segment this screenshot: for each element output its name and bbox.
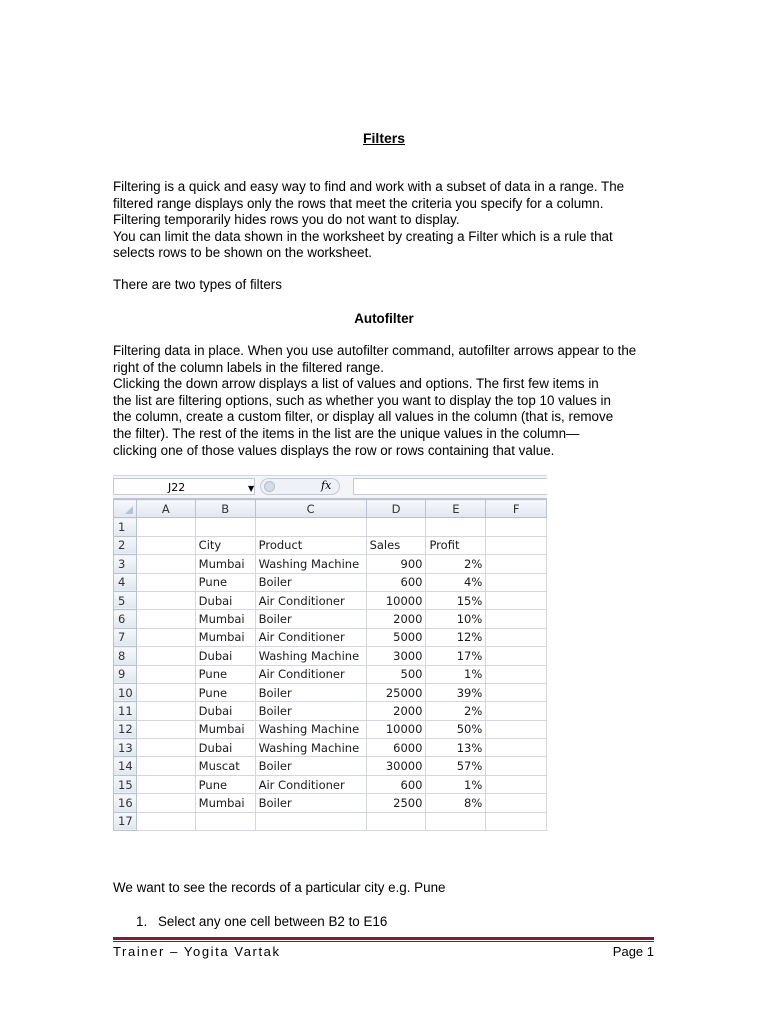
table-cell	[136, 536, 195, 554]
table-cell: 10%	[426, 610, 486, 628]
table-cell	[136, 739, 195, 757]
table-cell	[136, 702, 195, 720]
two-types-text: There are two types of filters	[113, 277, 282, 292]
table-cell: 50%	[426, 720, 486, 738]
row-header: 16	[114, 794, 137, 812]
row-header: 3	[114, 555, 137, 573]
table-cell: Dubai	[195, 591, 255, 609]
step-number: 1.	[136, 914, 148, 929]
table-cell	[486, 720, 547, 738]
step-1	[136, 914, 387, 929]
table-cell: Boiler	[255, 610, 366, 628]
footer-author: Trainer – Yogita Vartak	[113, 944, 281, 959]
table-row	[114, 591, 547, 609]
table-row	[114, 573, 547, 591]
row-header: 2	[114, 536, 137, 554]
table-cell: 57%	[426, 757, 486, 775]
table-row	[114, 739, 547, 757]
table-cell: 3000	[366, 647, 426, 665]
row-header: 17	[114, 812, 137, 830]
select-all-corner	[114, 500, 137, 518]
row-header: 12	[114, 720, 137, 738]
table-cell	[486, 702, 547, 720]
table-cell: City	[195, 536, 255, 554]
table-cell	[136, 555, 195, 573]
city-text: We want to see the records of a particular city e.g. Pune	[113, 880, 446, 895]
table-cell: Profit	[426, 536, 486, 554]
table-cell	[136, 647, 195, 665]
row-header: 9	[114, 665, 137, 683]
table-cell	[486, 775, 547, 793]
footer-rule	[113, 937, 654, 940]
table-cell	[136, 518, 195, 536]
intro-line: You can limit the data shown in the worksheet by creating a Filter which is a rule that	[113, 228, 613, 244]
table-cell: 39%	[426, 683, 486, 701]
table-cell	[486, 665, 547, 683]
table-cell	[136, 757, 195, 775]
table-cell	[486, 683, 547, 701]
table-cell: 5000	[366, 628, 426, 646]
table-cell	[486, 739, 547, 757]
intro-paragraph	[113, 179, 673, 262]
table-row	[114, 794, 547, 812]
column-header: C	[255, 500, 366, 518]
table-cell: 2%	[426, 555, 486, 573]
table-cell: Boiler	[255, 573, 366, 591]
table-cell: 8%	[426, 794, 486, 812]
row-header: 10	[114, 683, 137, 701]
name-box	[113, 478, 255, 495]
table-row	[114, 647, 547, 665]
column-header-row	[114, 500, 547, 518]
footer-rule-thin	[113, 941, 654, 942]
grid-body	[114, 518, 547, 831]
row-header: 13	[114, 739, 137, 757]
column-header: E	[426, 500, 486, 518]
table-cell: 2%	[426, 702, 486, 720]
dropdown-arrow-icon: ▼	[248, 484, 255, 493]
table-cell: 2000	[366, 610, 426, 628]
row-header: 7	[114, 628, 137, 646]
table-cell	[195, 812, 255, 830]
table-row	[114, 702, 547, 720]
table-cell: Dubai	[195, 739, 255, 757]
column-header: F	[486, 500, 547, 518]
table-cell: 4%	[426, 573, 486, 591]
autofilter-heading: Autofilter	[354, 311, 414, 326]
table-cell	[486, 757, 547, 775]
row-header: 14	[114, 757, 137, 775]
table-cell: Mumbai	[195, 555, 255, 573]
column-header: B	[195, 500, 255, 518]
table-cell	[195, 518, 255, 536]
row-header: 5	[114, 591, 137, 609]
table-cell	[366, 812, 426, 830]
row-header: 15	[114, 775, 137, 793]
table-cell: Muscat	[195, 757, 255, 775]
table-row	[114, 665, 547, 683]
table-cell: Pune	[195, 573, 255, 591]
autofilter-line: the list are filtering options, such as whether you want to display the top 10 values in	[113, 392, 611, 408]
table-cell: Washing Machine	[255, 647, 366, 665]
table-cell	[486, 628, 547, 646]
table-cell: 10000	[366, 720, 426, 738]
table-cell	[136, 591, 195, 609]
autofilter-line: the column, create a custom filter, or display all values in the column (that is, remove	[113, 409, 614, 425]
intro-line: selects rows to be shown on the worksheet.	[113, 245, 373, 261]
table-row	[114, 683, 547, 701]
table-cell: 6000	[366, 739, 426, 757]
intro-line: Filtering is a quick and easy way to find and work with a subset of data in a range. The	[113, 179, 625, 194]
table-cell: 2000	[366, 702, 426, 720]
table-cell	[426, 812, 486, 830]
table-cell: Dubai	[195, 702, 255, 720]
autofilter-line: the filter). The rest of the items in the list are the unique values in the column—	[113, 425, 580, 441]
table-cell: Boiler	[255, 757, 366, 775]
table-cell: Mumbai	[195, 794, 255, 812]
table-cell: Air Conditioner	[255, 628, 366, 646]
table-cell: Boiler	[255, 702, 366, 720]
table-cell: 15%	[426, 591, 486, 609]
table-cell: Sales	[366, 536, 426, 554]
row-header: 6	[114, 610, 137, 628]
table-cell: Dubai	[195, 647, 255, 665]
table-cell: 12%	[426, 628, 486, 646]
table-cell: 500	[366, 665, 426, 683]
table-cell: 600	[366, 573, 426, 591]
formula-bar	[113, 475, 547, 499]
table-row	[114, 628, 547, 646]
table-cell	[486, 610, 547, 628]
spreadsheet-screenshot	[113, 475, 547, 848]
column-header: A	[136, 500, 195, 518]
table-cell	[136, 610, 195, 628]
table-cell	[486, 591, 547, 609]
row-header: 11	[114, 702, 137, 720]
step-text: Select any one cell between B2 to E16	[158, 914, 388, 929]
table-cell: Air Conditioner	[255, 665, 366, 683]
table-cell	[486, 573, 547, 591]
fx-icon: fx	[321, 479, 332, 492]
table-cell: 1%	[426, 775, 486, 793]
formula-buttons	[260, 478, 340, 495]
table-cell: 25000	[366, 683, 426, 701]
table-row	[114, 812, 547, 830]
autofilter-paragraph	[113, 343, 673, 459]
table-cell: Boiler	[255, 683, 366, 701]
table-cell: Air Conditioner	[255, 591, 366, 609]
table-cell: Pune	[195, 665, 255, 683]
autofilter-line: Filtering data in place. When you use autofilter command, autofilter arrows appear to the	[113, 343, 637, 358]
autofilter-line: right of the column labels in the filtered range.	[113, 359, 384, 375]
table-cell	[136, 573, 195, 591]
table-cell	[255, 518, 366, 536]
table-cell	[486, 812, 547, 830]
table-row	[114, 555, 547, 573]
autofilter-line: Clicking the down arrow displays a list of values and options. The first few items in	[113, 376, 599, 392]
table-cell: Boiler	[255, 794, 366, 812]
table-cell	[136, 775, 195, 793]
name-box-value: J22	[168, 481, 186, 494]
table-cell: Air Conditioner	[255, 775, 366, 793]
table-cell: 900	[366, 555, 426, 573]
table-cell: Mumbai	[195, 610, 255, 628]
row-header: 1	[114, 518, 137, 536]
table-cell	[136, 720, 195, 738]
table-cell	[486, 518, 547, 536]
row-header: 4	[114, 573, 137, 591]
page-title: Filters	[362, 130, 405, 146]
footer-page-number: Page 1	[612, 944, 654, 959]
table-row	[114, 610, 547, 628]
table-cell	[136, 665, 195, 683]
table-cell: 30000	[366, 757, 426, 775]
table-cell	[486, 555, 547, 573]
column-header: D	[366, 500, 426, 518]
table-cell	[255, 812, 366, 830]
table-cell: Mumbai	[195, 720, 255, 738]
table-cell: Washing Machine	[255, 720, 366, 738]
table-row	[114, 775, 547, 793]
table-cell: Pune	[195, 683, 255, 701]
table-cell: 2500	[366, 794, 426, 812]
formula-input	[353, 478, 547, 495]
intro-line: filtered range displays only the rows that meet the criteria you specify for a column.	[113, 195, 604, 211]
table-cell: Product	[255, 536, 366, 554]
cancel-circle-icon	[264, 481, 275, 492]
table-cell	[136, 628, 195, 646]
worksheet-grid	[113, 499, 547, 831]
table-cell: 1%	[426, 665, 486, 683]
table-cell	[486, 647, 547, 665]
table-row	[114, 720, 547, 738]
table-cell	[136, 683, 195, 701]
table-cell	[136, 794, 195, 812]
table-row	[114, 518, 547, 536]
table-cell: 13%	[426, 739, 486, 757]
table-cell: Washing Machine	[255, 739, 366, 757]
table-cell	[136, 812, 195, 830]
table-cell: Washing Machine	[255, 555, 366, 573]
table-row	[114, 757, 547, 775]
table-row	[114, 536, 547, 554]
intro-line: Filtering temporarily hides rows you do not want to display.	[113, 212, 460, 228]
table-cell	[486, 536, 547, 554]
table-cell	[366, 518, 426, 536]
table-cell: Mumbai	[195, 628, 255, 646]
table-cell: 600	[366, 775, 426, 793]
table-cell: 10000	[366, 591, 426, 609]
row-header: 8	[114, 647, 137, 665]
table-cell	[486, 794, 547, 812]
table-cell: 17%	[426, 647, 486, 665]
table-cell: Pune	[195, 775, 255, 793]
table-cell	[426, 518, 486, 536]
autofilter-line: clicking one of those values displays the row or rows containing that value.	[113, 442, 555, 458]
